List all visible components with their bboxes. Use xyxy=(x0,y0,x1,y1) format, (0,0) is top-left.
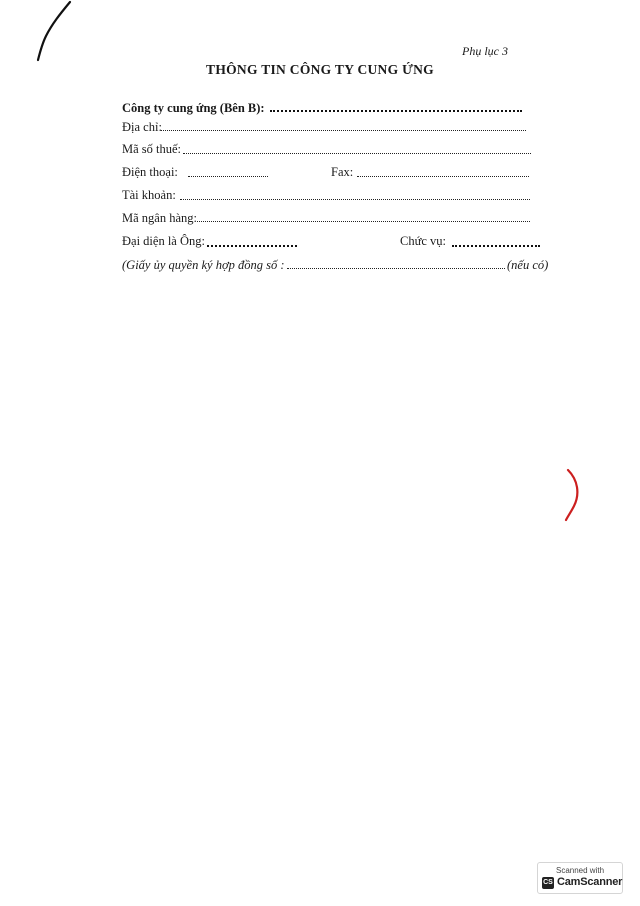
position-field-label: Chức vụ: xyxy=(400,234,447,248)
scanned-with-text: Scanned with xyxy=(555,866,605,875)
camscanner-brand-text: CamScanner xyxy=(557,876,623,888)
appendix-label: Phụ lục 3 xyxy=(462,44,508,58)
fax-fill-line[interactable] xyxy=(357,176,529,177)
company-fill-line[interactable] xyxy=(270,110,522,112)
red-ink-mark xyxy=(560,466,590,526)
phone-fill-line[interactable] xyxy=(188,176,268,177)
camscanner-logo-icon: CS xyxy=(542,877,554,889)
if-any-note: (nếu có) xyxy=(507,258,549,272)
tax-code-fill-line[interactable] xyxy=(183,153,531,154)
bank-code-fill-line[interactable] xyxy=(197,221,530,222)
position-fill-line[interactable] xyxy=(452,245,540,247)
authorization-field-label: (Giấy ủy quyền ký hợp đồng số : xyxy=(122,258,285,272)
account-field-label: Tài khoản: xyxy=(122,188,176,202)
tax-code-field-label: Mã số thuế: xyxy=(122,142,182,156)
account-fill-line[interactable] xyxy=(180,199,530,200)
address-field-label: Địa chỉ: xyxy=(122,120,162,134)
fax-field-label: Fax: xyxy=(331,165,354,179)
authorization-fill-line[interactable] xyxy=(287,268,505,269)
company-field-label: Công ty cung ứng (Bên B): xyxy=(122,101,265,115)
representative-field-label: Đại diện là Ông: xyxy=(122,234,205,248)
bank-code-field-label: Mã ngân hàng: xyxy=(122,211,197,225)
camscanner-watermark xyxy=(537,862,623,894)
document-title: THÔNG TIN CÔNG TY CUNG ỨNG xyxy=(206,62,434,77)
address-fill-line[interactable] xyxy=(161,130,526,131)
representative-fill-line[interactable] xyxy=(207,245,297,247)
phone-field-label: Điện thoại: xyxy=(122,165,178,179)
